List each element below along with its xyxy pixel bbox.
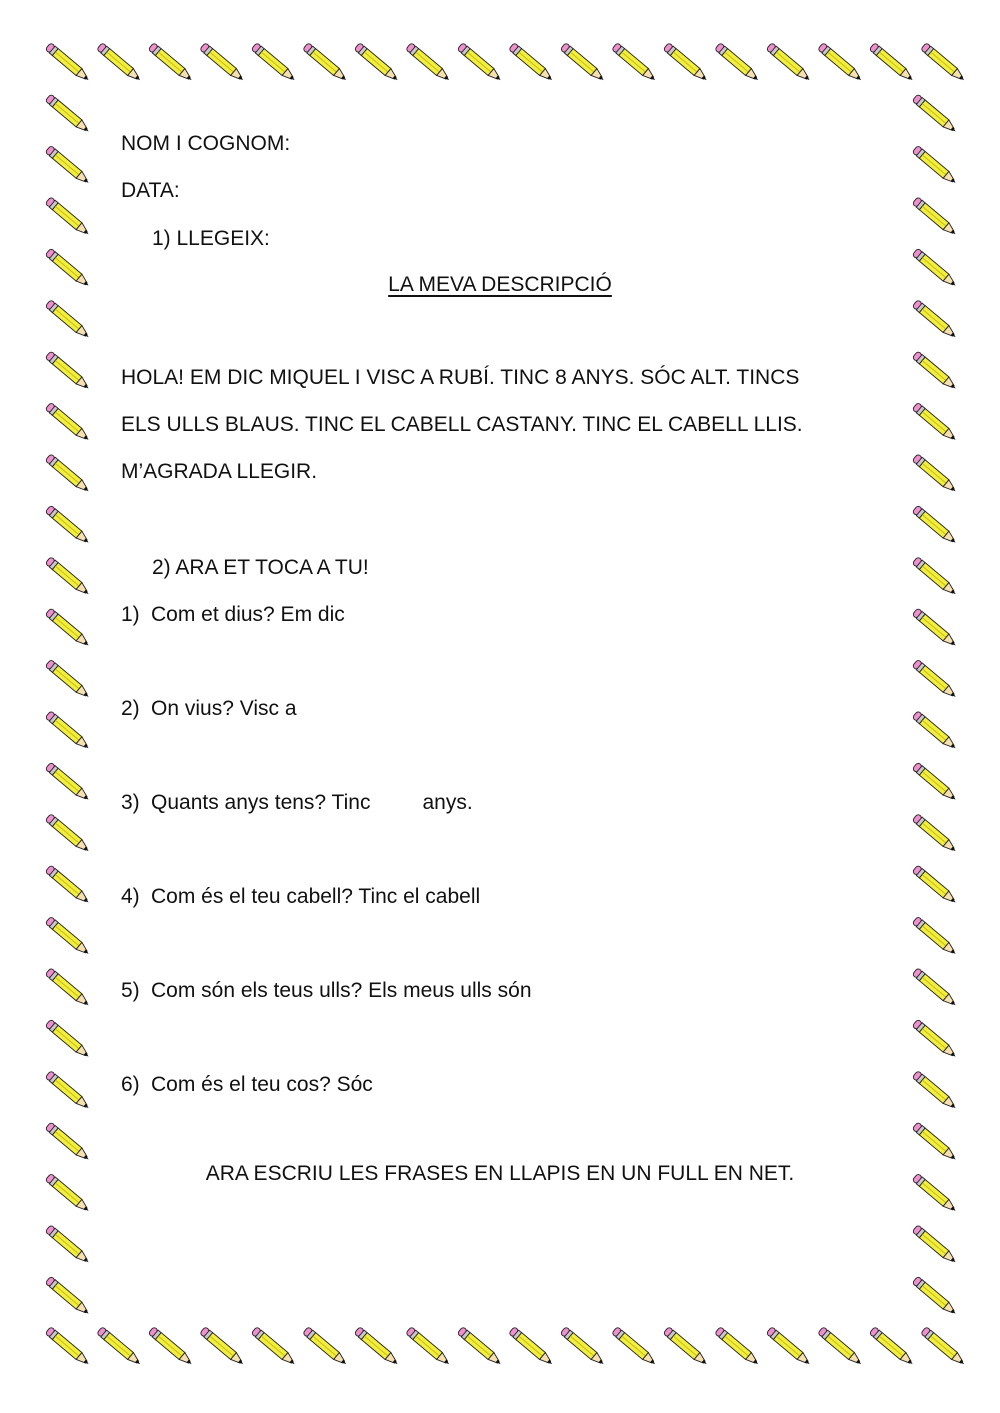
pencil-icon [45, 145, 91, 186]
name-label: NOM I COGNOM: [121, 132, 291, 155]
pencil-icon [663, 43, 709, 84]
pencil-icon [457, 1327, 503, 1368]
pencil-icon [560, 1327, 606, 1368]
pencil-icon [818, 43, 864, 84]
pencil-icon [45, 762, 91, 803]
date-label: DATA: [121, 179, 180, 202]
pencil-icon [45, 865, 91, 906]
pencil-icon [912, 145, 958, 186]
pencil-icon [45, 300, 91, 341]
pencil-icon [921, 1327, 967, 1368]
pencil-icon [509, 1327, 555, 1368]
question-text: Com són els teus ulls? Els meus ulls són [151, 979, 532, 1002]
pencil-icon [912, 300, 958, 341]
pencil-icon [148, 43, 194, 84]
pencil-icon [912, 814, 958, 855]
pencil-icon [912, 94, 958, 135]
pencil-icon [45, 1071, 91, 1112]
pencil-icon [251, 43, 297, 84]
pencil-icon [45, 711, 91, 752]
pencil-icon [45, 43, 91, 84]
pencil-icon [912, 711, 958, 752]
pencil-icon [251, 1327, 297, 1368]
question-number: 4) [121, 885, 140, 908]
pencil-icon [912, 762, 958, 803]
pencil-icon [912, 197, 958, 238]
question-text: Com és el teu cos? Sóc [151, 1073, 373, 1096]
pencil-icon [912, 557, 958, 598]
pencil-icon [45, 968, 91, 1009]
pencil-icon [97, 43, 143, 84]
pencil-icon [912, 454, 958, 495]
question-number: 5) [121, 979, 140, 1002]
pencil-icon [912, 1019, 958, 1060]
pencil-icon [912, 1071, 958, 1112]
story-line: HOLA! EM DIC MIQUEL I VISC A RUBÍ. TINC 8 ANYS. SÓC ALT. TINCS [121, 366, 800, 389]
pencil-icon [45, 1122, 91, 1163]
pencil-icon [560, 43, 606, 84]
pencil-icon [766, 43, 812, 84]
section2-heading: 2) ARA ET TOCA A TU! [152, 556, 369, 579]
pencil-icon [45, 1225, 91, 1266]
pencil-icon [912, 1122, 958, 1163]
pencil-icon [45, 351, 91, 392]
pencil-icon [912, 1276, 958, 1317]
pencil-icon [45, 814, 91, 855]
story-title: LA MEVA DESCRIPCIÓ [388, 273, 612, 296]
pencil-icon [200, 43, 246, 84]
pencil-icon [45, 608, 91, 649]
pencil-icon [406, 43, 452, 84]
pencil-icon [303, 43, 349, 84]
pencil-icon [612, 1327, 658, 1368]
pencil-icon [912, 659, 958, 700]
pencil-icon [457, 43, 503, 84]
pencil-icon [148, 1327, 194, 1368]
pencil-icon [663, 1327, 709, 1368]
pencil-icon [45, 1276, 91, 1317]
pencil-icon [715, 43, 761, 84]
story-paragraph [121, 354, 901, 495]
pencil-icon [45, 94, 91, 135]
pencil-icon [766, 1327, 812, 1368]
pencil-icon [354, 1327, 400, 1368]
pencil-icon [912, 351, 958, 392]
pencil-icon [45, 1019, 91, 1060]
pencil-icon [612, 43, 658, 84]
pencil-icon [45, 197, 91, 238]
question-text: Com és el teu cabell? Tinc el cabell [151, 885, 481, 908]
question-suffix: anys. [422, 791, 473, 814]
pencil-icon [509, 43, 555, 84]
pencil-icon [912, 916, 958, 957]
pencil-icon [45, 659, 91, 700]
pencil-icon [406, 1327, 452, 1368]
pencil-icon [45, 557, 91, 598]
pencil-icon [715, 1327, 761, 1368]
question-text: On vius? Visc a [151, 697, 297, 720]
pencil-icon [869, 1327, 915, 1368]
section1-heading: 1) LLEGEIX: [152, 227, 270, 250]
pencil-icon [912, 968, 958, 1009]
question-number: 1) [121, 603, 140, 626]
question-1 [121, 603, 345, 627]
pencil-icon [912, 402, 958, 443]
story-line: M’AGRADA LLEGIR. [121, 460, 318, 483]
question-2 [121, 697, 297, 721]
pencil-icon [912, 865, 958, 906]
question-3 [121, 791, 473, 815]
pencil-icon [869, 43, 915, 84]
pencil-icon [45, 454, 91, 495]
question-text: Com et dius? Em dic [151, 603, 345, 626]
pencil-icon [912, 1225, 958, 1266]
question-number: 6) [121, 1073, 140, 1096]
question-6 [121, 1073, 373, 1097]
question-4 [121, 885, 480, 909]
question-number: 3) [121, 791, 140, 814]
pencil-icon [921, 43, 967, 84]
pencil-icon [303, 1327, 349, 1368]
pencil-icon [97, 1327, 143, 1368]
pencil-icon [45, 1327, 91, 1368]
story-line: ELS ULLS BLAUS. TINC EL CABELL CASTANY. TINC EL CABELL LLIS. [121, 413, 803, 436]
pencil-icon [200, 1327, 246, 1368]
pencil-icon [45, 402, 91, 443]
question-text: Quants anys tens? Tinc [151, 791, 371, 814]
final-instruction: ARA ESCRIU LES FRASES EN LLAPIS EN UN FULL EN NET. [205, 1162, 795, 1185]
pencil-icon [912, 505, 958, 546]
pencil-icon [354, 43, 400, 84]
pencil-icon [818, 1327, 864, 1368]
question-number: 2) [121, 697, 140, 720]
pencil-icon [912, 608, 958, 649]
pencil-icon [45, 505, 91, 546]
question-5 [121, 979, 532, 1003]
pencil-icon [45, 916, 91, 957]
